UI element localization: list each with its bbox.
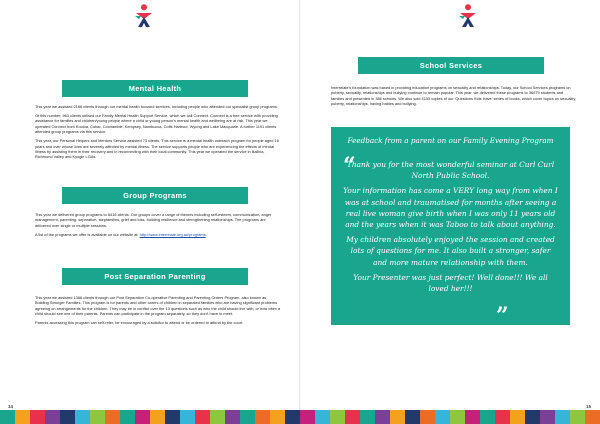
stripe-segment: [330, 410, 345, 424]
stripe-segment: [315, 410, 330, 424]
stripe-segment: [390, 410, 405, 424]
post-separation-title: Post Separation Parenting: [104, 272, 206, 281]
page-number-left: 14: [8, 404, 14, 409]
stripe-segment: [585, 410, 600, 424]
programs-link[interactable]: http://www.interrelate.org.au/programs: [139, 231, 206, 237]
stripe-segment: [60, 410, 75, 424]
quote-line: Thank you for the most wonderful seminar at Curl Curl North Public School.: [346, 160, 555, 181]
stripe-segment: [540, 410, 555, 424]
group-programs-body: [35, 212, 281, 241]
stripe-segment: [195, 410, 210, 424]
quote-line: My children absolutely enjoyed the session and created lots of questions for me. It also built a stronger, safer and more mature relationship with them.: [346, 235, 555, 267]
stripe-segment: [285, 410, 300, 424]
decorative-color-stripe: [0, 410, 600, 424]
stripe-segment: [255, 410, 270, 424]
stripe-segment: [0, 410, 15, 424]
stripe-segment: [90, 410, 105, 424]
interrelate-logo-icon: [133, 4, 155, 28]
post-separation-heading: [62, 268, 248, 285]
link-prefix: A list of the programs we offer is available on our website at:: [35, 231, 139, 237]
page-number-right: 15: [586, 404, 592, 409]
paragraph: This year we assisted 1366 clients through our Post Separation Co-operative Parenting and Parenting Orders Program, also known as Building Stronger Families. This program is for parents and other carers of children in separated families who are having significant problems agreeing on arrangements for the children. They may be in conflict over the 13 questions such as who the child should live with, or how often a child should see one of their parents. Parents can participate in the program separately, so they don't have to meet.: [35, 295, 281, 317]
stripe-segment: [375, 410, 390, 424]
paragraph: This year we assisted 2166 clients through our mental health focused services, including people who attended our specialist group programs.: [35, 104, 278, 109]
stripe-segment: [240, 410, 255, 424]
stripe-segment: [525, 410, 540, 424]
school-services-body: [331, 85, 577, 110]
open-quote-icon: “: [343, 153, 356, 179]
stripe-segment: [75, 410, 90, 424]
stripe-segment: [360, 410, 375, 424]
close-quote-icon: ”: [496, 303, 509, 329]
programs-link-line: [35, 232, 281, 237]
stripe-segment: [465, 410, 480, 424]
interrelate-logo-icon: [457, 4, 479, 28]
stripe-segment: [150, 410, 165, 424]
quote-line: Your Presenter was just perfect! Well done!!! We all loved her!!!: [353, 272, 548, 294]
stripe-segment: [210, 410, 225, 424]
stripe-segment: [270, 410, 285, 424]
stripe-segment: [420, 410, 435, 424]
quote-heading: Feedback from a parent on our Family Evening Program: [347, 136, 554, 145]
paragraph: Of this number, 963 clients utilised our Family Mental Health Support Service, which we call Connect. Connect is a free service with providing assistance for families and children/young people where a child or young person's mental health and wellbeing are at risk. This year we operated Connect from Kooloa, Cobar, Coonamble, Kempsey, Nambucca, Coffs Harbour, Wyong and Lake Macquarie. A further 1191 clients attended group programs via this service.: [35, 113, 278, 135]
stripe-segment: [135, 410, 150, 424]
stripe-segment: [345, 410, 360, 424]
stripe-segment: [120, 410, 135, 424]
stripe-segment: [300, 410, 315, 424]
stripe-segment: [225, 410, 240, 424]
stripe-segment: [435, 410, 450, 424]
stripe-segment: [405, 410, 420, 424]
quote-line: Your information has come a VERY long way from when I was at school and traumatised for months after seeing a real live woman give birth when I was only 11 years old and the years when it was Taboo to talk about anything.: [343, 186, 558, 230]
page-gutter: [299, 0, 301, 410]
mental-health-title: Mental Health: [128, 84, 182, 93]
parent-feedback-quote-box: [331, 127, 570, 329]
stripe-segment: [180, 410, 195, 424]
post-separation-body: [35, 295, 281, 329]
group-programs-heading: [62, 187, 248, 204]
stripe-segment: [510, 410, 525, 424]
stripe-segment: [15, 410, 30, 424]
mental-health-heading: [62, 80, 248, 97]
paragraph: This year, our Personal Helpers and Mentors Service assisted 73 clients. This service is a mental health outreach program for people aged 16 years and over whose lives are severely affected by mental illness. The service supports people who are experiencing the effects of mental illness by assisting them in their recovery and in reconnecting with their local community. This year we operated the service in Ballina, Richmond Valley and Kyogle LGAs.: [35, 138, 279, 160]
quote-body: [343, 159, 558, 298]
stripe-segment: [165, 410, 180, 424]
stripe-segment: [555, 410, 570, 424]
stripe-segment: [480, 410, 495, 424]
paragraph: Parents accessing this program can self-refer, be encouraged by a solicitor to attend or be ordered to attend by the court.: [35, 320, 244, 326]
school-services-heading: [358, 57, 544, 74]
link-suffix: .: [205, 231, 207, 237]
paragraph: This year we delivered group programs to 6416 clients. Our groups cover a range of themes including self-esteem, communication, anger management, parenting, separation, stepfamilies, grief and loss, building resilience and strengthening relationships. The programs are delivered over single or multiple sessions.: [35, 212, 272, 228]
mental-health-body: [35, 104, 281, 163]
stripe-segment: [450, 410, 465, 424]
stripe-segment: [30, 410, 45, 424]
school-services-title: School Services: [419, 61, 483, 70]
stripe-segment: [45, 410, 60, 424]
stripe-segment: [570, 410, 585, 424]
stripe-segment: [495, 410, 510, 424]
group-programs-title: Group Programs: [123, 191, 187, 200]
paragraph: Interrelate's foundation was based in providing education programs on sexuality and relationships. Today, our School Services programs on puberty, sexuality, relationships and bullying continue to remain popular. This year, we delivered these programs to 36679 students and families and presented in 386 schools. We also sold 4153 copies of our 'Questions Kids Have' series of books, which cover topics on sexuality, puberty, relationships, having babies and bullying.: [331, 85, 577, 107]
stripe-segment: [105, 410, 120, 424]
